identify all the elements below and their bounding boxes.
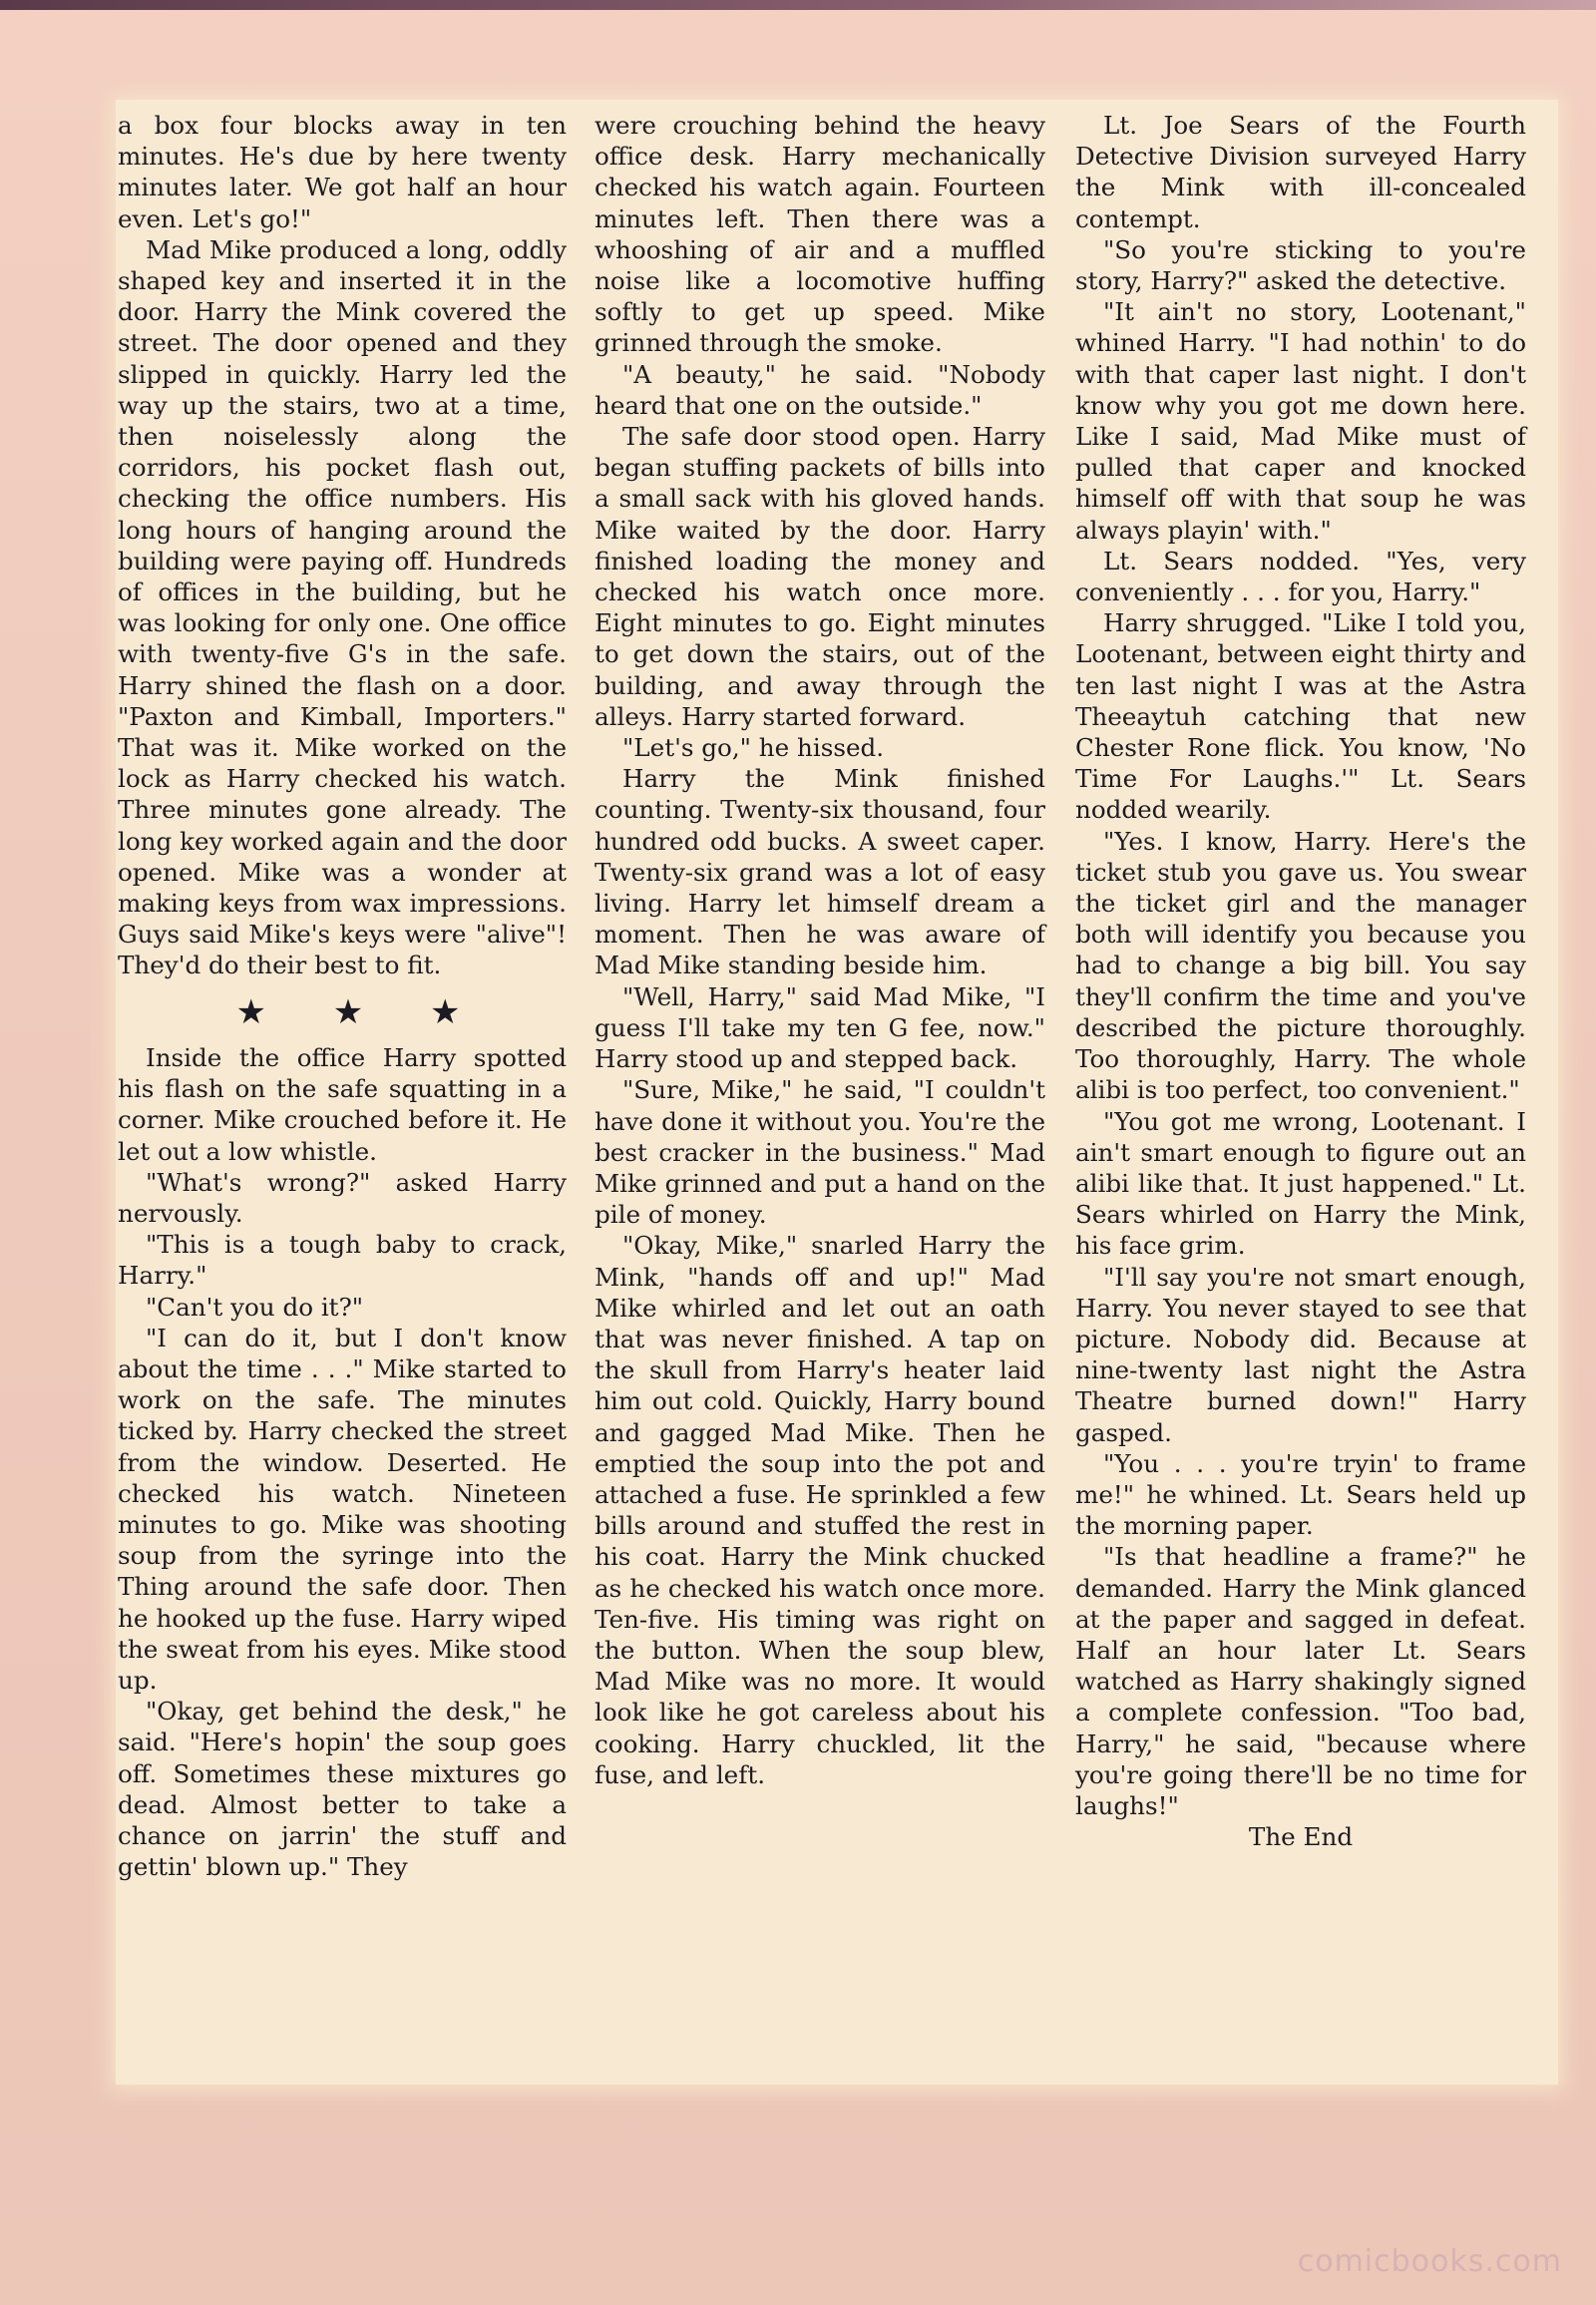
paragraph: "What's wrong?" asked Harry nervously. <box>118 1167 567 1228</box>
paragraph: "Is that headline a frame?" he demanded. Harry the Mink glanced at the paper and sagged in defeat. Half an hour later Lt. Sears watched as Harry shakingly signed a complete confession. "Too bad, Harry," he said, "because where you're going there'll be no time for laughs!" <box>1075 1542 1526 1820</box>
paragraph: "Well, Harry," said Mad Mike, "I guess I'll take my ten G fee, now." Harry stood up and stepped back. <box>595 981 1045 1074</box>
paragraph: "So you're sticking to you're story, Harry?" asked the detective. <box>1075 234 1526 296</box>
paragraph: a box four blocks away in ten minutes. He's due by here twenty minutes later. We got half an hour even. Let's go!" <box>118 111 567 233</box>
paragraph: Inside the office Harry spotted his flash on the safe squatting in a corner. Mike crouched before it. He let out a low whistle. <box>118 1042 567 1166</box>
paragraph: "You . . . you're tryin' to frame me!" he whined. Lt. Sears held up the morning paper. <box>1075 1448 1526 1541</box>
paragraph: Harry the Mink finished counting. Twenty-six thousand, four hundred odd bucks. A sweet caper. Twenty-six grand was a lot of easy living. Harry let himself dream a moment. Then he was aware of Mad Mike standing beside him. <box>595 764 1045 980</box>
watermark: comicbooks.com <box>1297 2244 1562 2279</box>
column-right <box>1075 110 1526 1852</box>
paragraph: "Yes. I know, Harry. Here's the ticket stub you gave us. You swear the ticket girl and the manager both will identify you because you had to change a big bill. You say they'll confirm the time and you've described the picture thoroughly. Too thoroughly, Harry. The whole alibi is too perfect, too convenient." <box>1075 826 1526 1105</box>
paragraph: "I can do it, but I don't know about the time . . ." Mike started to work on the safe. The minutes ticked by. Harry checked the street from the window. Deserted. He checked his watch. Nineteen minutes to go. Mike was shooting soup from the syringe into the Thing around the safe door. Then he hooked up the fuse. Harry wiped the sweat from his eyes. Mike stood up. <box>118 1323 567 1695</box>
paragraph: Lt. Joe Sears of the Fourth Detective Division surveyed Harry the Mink with ill-concealed contempt. <box>1075 111 1526 233</box>
paragraph: "Okay, get behind the desk," he said. "Here's hopin' the soup goes off. Sometimes these mixtures go dead. Almost better to take a chance on jarrin' the stuff and gettin' blown up." They <box>118 1697 567 1882</box>
the-end-label: The End <box>1248 1822 1354 1852</box>
paragraph: "It ain't no story, Lootenant," whined Harry. "I had nothin' to do with that caper last night. I don't know why you got me down here. Like I said, Mad Mike must of pulled that caper and knocked himself off with that soup he was always playin' with." <box>1075 297 1526 545</box>
paragraph: "This is a tough baby to crack, Harry." <box>118 1230 567 1291</box>
section-divider: ★ ★ ★ <box>235 991 489 1032</box>
paragraph: "Let's go," he hissed. <box>622 733 885 763</box>
top-edge <box>0 0 1596 10</box>
paragraph: were crouching behind the heavy office desk. Harry mechanically checked his watch again. Fourteen minutes left. Then there was a whooshing of air and a muffled noise like a locomotive huffing softly to get up speed. Mike grinned through the smoke. <box>595 111 1045 358</box>
column-middle <box>595 110 1045 1790</box>
paragraph: "Can't you do it?" <box>146 1292 364 1322</box>
paragraph: "Sure, Mike," he said, "I couldn't have done it without you. You're the best cracker in the business." Mad Mike grinned and put a hand on the pile of money. <box>595 1075 1045 1230</box>
paragraph: Harry shrugged. "Like I told you, Lootenant, between eight thirty and ten last night I was at the Astra Theeaytuh catching that new Chester Rone flick. You know, 'No Time For Laughs.'" Lt. Sears nodded wearily. <box>1075 608 1526 825</box>
paragraph: Mad Mike produced a long, oddly shaped key and inserted it in the door. Harry the Mink covered the street. The door opened and they slipped in quickly. Harry led the way up the stairs, two at a time, then noiselessly along the corridors, his pocket flash out, checking the office numbers. His long hours of hanging around the building were paying off. Hundreds of offices in the building, but he was looking for only one. One office with twenty-five G's in the safe. Harry shined the flash on a door. "Paxton and Kimball, Importers." That was it. Mike worked on the lock as Harry checked his watch. Three minutes gone already. The long key worked again and the door opened. Mike was a wonder at making keys from wax impressions. Guys said Mike's keys were "alive"! They'd do their best to fit. <box>118 234 567 980</box>
paragraph: "Okay, Mike," snarled Harry the Mink, "hands off and up!" Mad Mike whirled and let out an oath that was never finished. A tap on the skull from Harry's heater laid him out cold. Quickly, Harry bound and gagged Mad Mike. Then he emptied the soup into the pot and attached a fuse. He sprinkled a few bills around and stuffed the rest in his coat. Harry the Mink chucked as he checked his watch once more. Ten-five. His timing was right on the button. When the soup blew, Mad Mike was no more. It would look like he got careless about his cooking. Harry chuckled, lit the fuse, and left. <box>595 1231 1045 1789</box>
paragraph: The safe door stood open. Harry began stuffing packets of bills into a small sack with his gloved hands. Mike waited by the door. Harry finished loading the money and checked his watch once more. Eight minutes to go. Eight minutes to get down the stairs, out of the building, and away through the alleys. Harry started forward. <box>595 422 1045 731</box>
paragraph: Lt. Sears nodded. "Yes, very conveniently . . . for you, Harry." <box>1075 546 1526 607</box>
paragraph: "I'll say you're not smart enough, Harry. You never stayed to see that picture. Nobody did. Because at nine-twenty last night the Astra Theatre burned down!" Harry gasped. <box>1075 1262 1526 1447</box>
paragraph: "You got me wrong, Lootenant. I ain't smart enough to figure out an alibi like that. It just happened." Lt. Sears whirled on Harry the Mink, his face grim. <box>1075 1106 1526 1261</box>
paragraph: "A beauty," he said. "Nobody heard that one on the outside." <box>595 359 1045 420</box>
text-panel <box>116 100 1558 2085</box>
column-left <box>118 110 567 1882</box>
